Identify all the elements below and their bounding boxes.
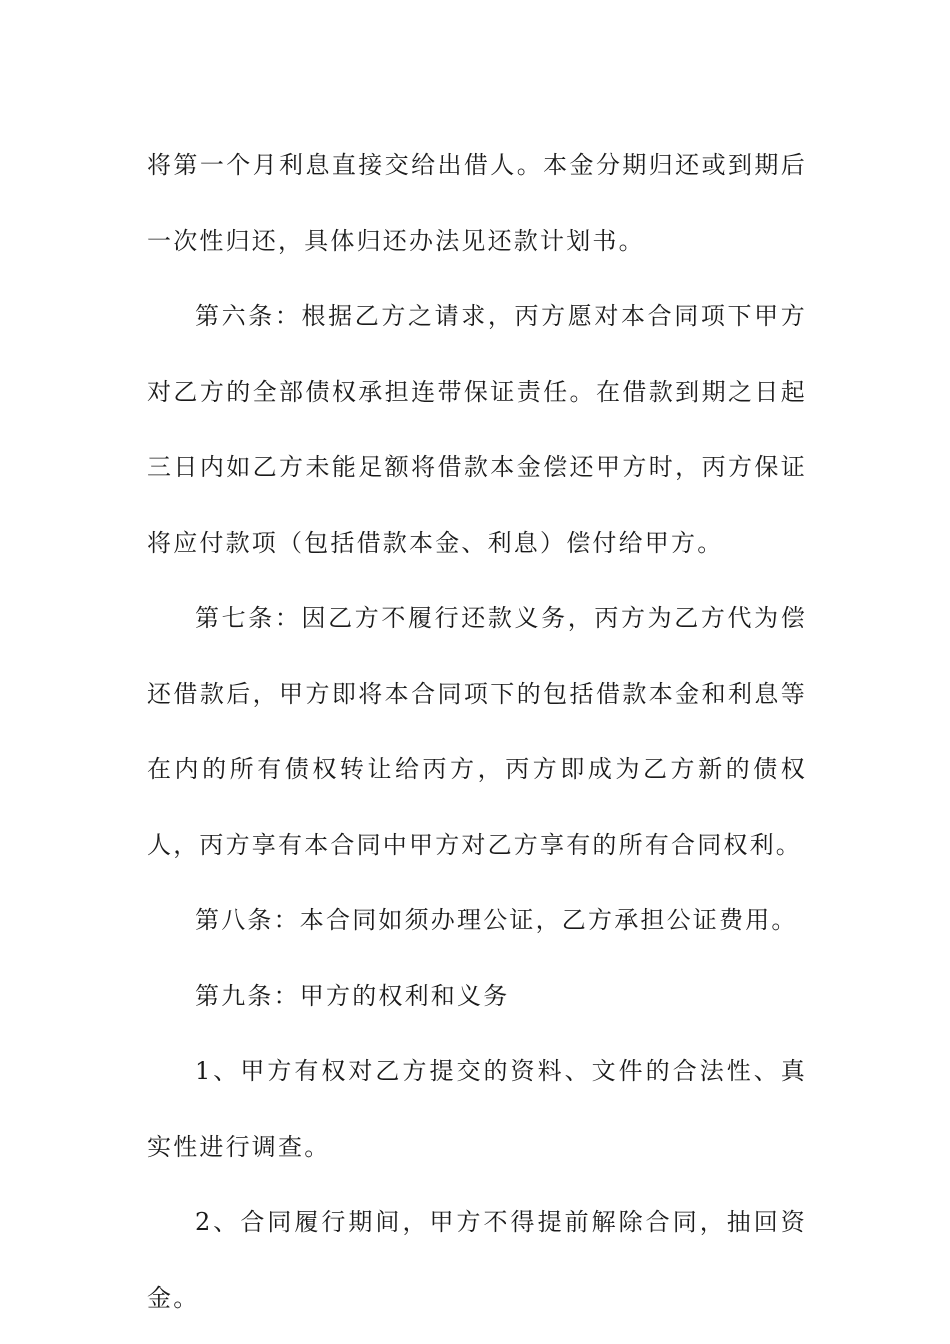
paragraph-article-9-item-1: 1、甲方有权对乙方提交的资料、文件的合法性、真实性进行调查。 [147, 1057, 807, 1161]
paragraph-article-7: 第七条：因乙方不履行还款义务，丙方为乙方代为偿还借款后，甲方即将本合同项下的包括借款本金和利息等在内的所有债权转让给丙方，丙方即成为乙方新的债权人，丙方享有本合同中甲方对乙方享有的所有合同权利。 [147, 604, 807, 859]
paragraph-article-9-item-2: 2、合同履行期间，甲方不得提前解除合同，抽回资金。 [147, 1208, 807, 1312]
paragraph-article-9-heading: 第九条：甲方的权利和义务 [195, 981, 510, 1010]
document-body [147, 128, 807, 1336]
paragraph-continuation: 将第一个月利息直接交给出借人。本金分期归还或到期后一次性归还，具体归还办法见还款计划书。 [147, 151, 807, 255]
paragraph-article-6: 第六条：根据乙方之请求，丙方愿对本合同项下甲方对乙方的全部债权承担连带保证责任。在借款到期之日起三日内如乙方未能足额将借款本金偿还甲方时，丙方保证将应付款项（包括借款本金、利息）偿付给甲方。 [147, 302, 807, 557]
paragraph-article-8: 第八条：本合同如须办理公证，乙方承担公证费用。 [195, 906, 798, 934]
